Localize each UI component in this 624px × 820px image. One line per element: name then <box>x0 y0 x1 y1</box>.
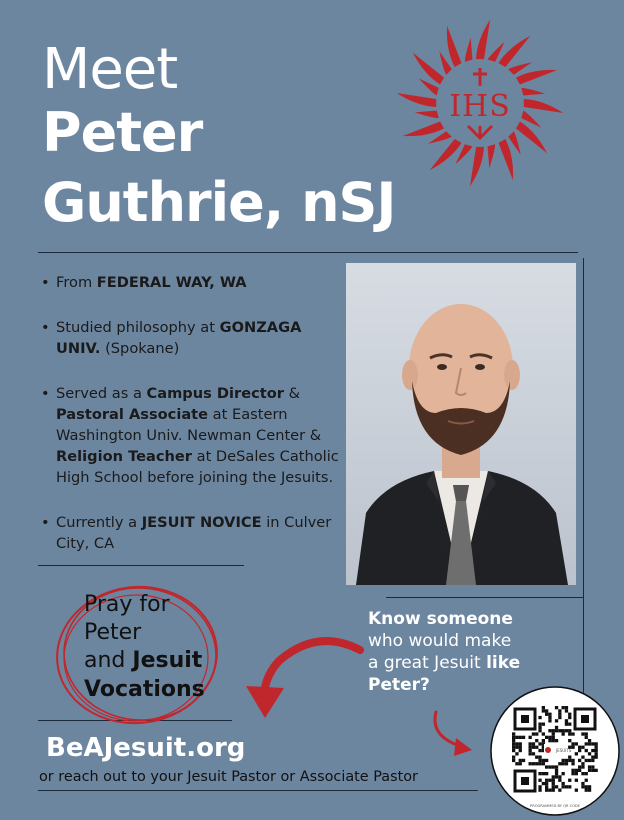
know-divider <box>386 597 584 598</box>
bio-bullets <box>40 272 340 576</box>
headline-divider <box>38 252 578 253</box>
pray-line-1: Pray for <box>84 592 170 617</box>
know-line-1: Know someone <box>368 609 513 629</box>
qr-code-icon <box>490 686 620 816</box>
pray-line-3: and Jesuit <box>84 648 203 673</box>
website-link[interactable]: BeAJesuit.org <box>46 733 246 763</box>
qr-center-label: JESUITS <box>556 748 572 753</box>
bullet-education: • Studied philosophy at GONZAGA UNIV. (Spokane) <box>40 317 340 359</box>
qr-footer-label: PROGRAMMED BY QR CODE <box>530 804 580 808</box>
small-arrow-to-qr-icon <box>426 706 486 766</box>
curved-arrow-left-icon <box>238 630 368 725</box>
footer-divider <box>38 790 478 791</box>
portrait-photo <box>346 263 576 585</box>
know-line-2: who would make <box>368 631 512 651</box>
portrait-illustration <box>346 263 576 585</box>
qr-code[interactable] <box>490 686 620 816</box>
know-someone-block <box>368 608 568 696</box>
bullet-experience: • Served as a Campus Director & Pastoral Associate at Eastern Washington Univ. Newman Center & Religion Teacher at DeSales Catholic High School before joining the Jesuits. <box>40 383 340 488</box>
bullet-current: • Currently a JESUIT NOVICE in Culver City, CA <box>40 512 340 554</box>
ihs-sunburst-emblem-icon <box>388 18 568 188</box>
headline-meet: Meet <box>42 37 178 102</box>
know-line-4: Peter? <box>368 675 430 695</box>
headline-full-name: Guthrie, nSJ <box>42 171 396 234</box>
headline-first-name: Peter <box>42 101 203 164</box>
know-line-3: a great Jesuit like <box>368 653 521 673</box>
pray-line-2: Peter <box>84 620 142 645</box>
vertical-divider <box>583 258 584 713</box>
bullet-hometown: • From FEDERAL WAY, WA <box>40 272 340 293</box>
emblem-monogram: IHS <box>449 89 511 124</box>
pray-line-4: Vocations <box>84 677 205 702</box>
reach-out-text: or reach out to your Jesuit Pastor or Associate Pastor <box>39 769 418 785</box>
